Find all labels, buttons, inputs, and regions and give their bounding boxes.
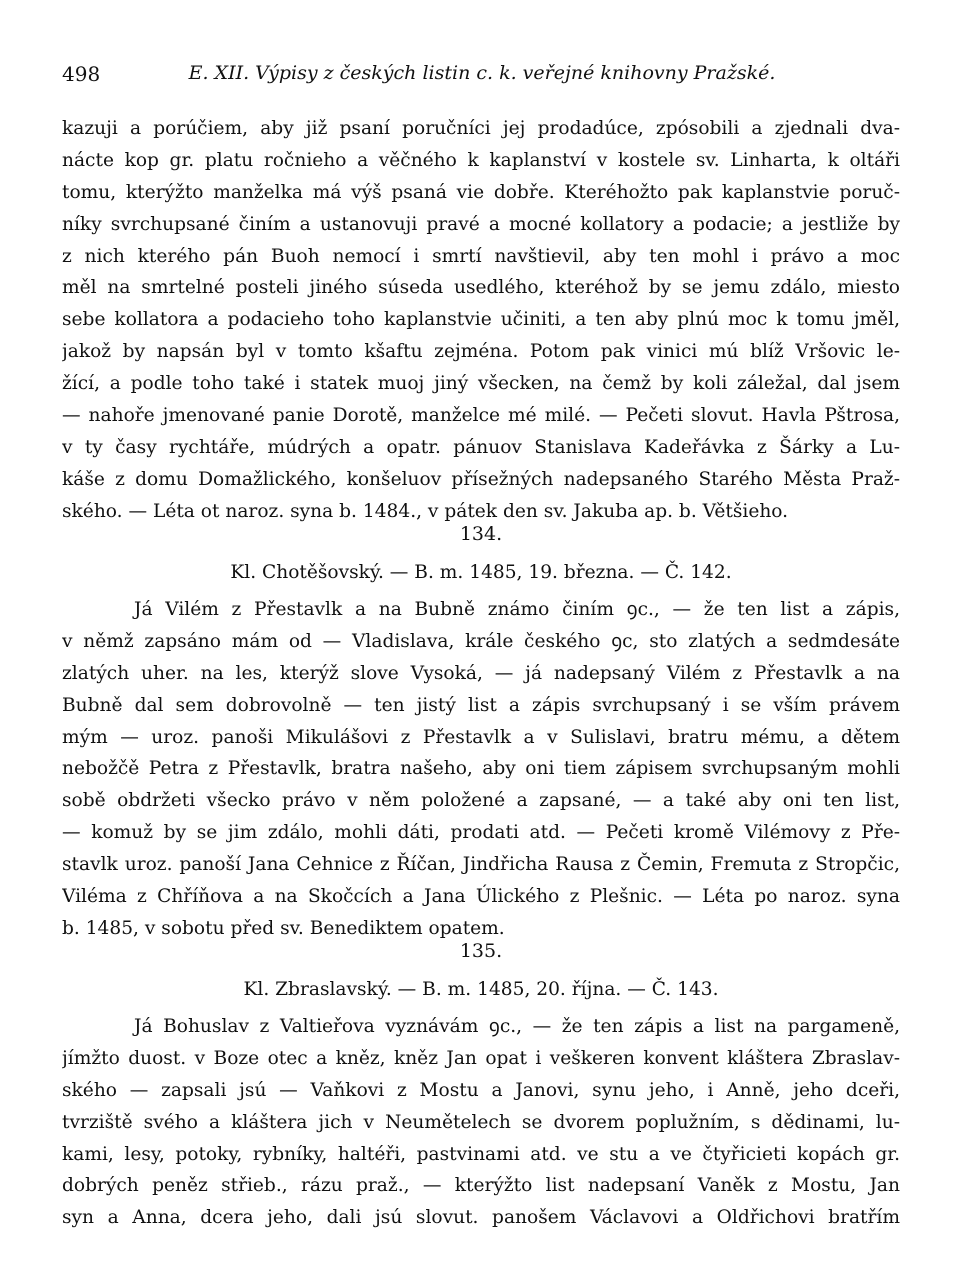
section-heading-134: Kl. Chotěšovský. — B. m. 1485, 19. března. — Č. 142. — [230, 562, 732, 583]
text-line: kazuji a porúčiem, aby již psaní poručníci jej prodadúce, zpósobili a zjednali dva- — [62, 118, 900, 139]
text-line: káše z domu Domažlického, konšeluov přísežných nadepsaného Starého Města Praž- — [62, 468, 900, 490]
text-line: nebožčě Petra z Přestavlk, bratra našeho, aby oni tiem zápisem svrchupsaným mohli — [62, 758, 900, 780]
intro-paragraph — [62, 113, 900, 528]
text-line: jakož by napsán byl v tomto kšaftu zejména. Potom pak vinici mú blíž Vršovic le- — [62, 341, 900, 363]
page-number: 498 — [62, 62, 101, 86]
text-line: z nich kterého pán Buoh nemocí i smrtí navštievil, aby ten mohl i právo a moc — [62, 245, 900, 267]
text-line: níky svrchupsané činím a ustanovuji pravé a mocné kollatory a podacie; a jestliže by — [62, 213, 900, 235]
text-line: sebe kollatora a podacieho toho kaplanstvie učiniti, a ten aby plnú moc k tomu jměl, — [62, 309, 900, 331]
text-line: zlatých uher. na les, kterýž slove Vysoká, — já nadepsaný Vilém z Přestavlk a na — [62, 662, 900, 684]
page-header — [62, 62, 902, 92]
section-134-text — [62, 594, 900, 945]
text-line: kami, lesy, potoky, rybníky, haltéři, pastvinami atd. ve stu a ve čtyřicieti kopách gr. — [62, 1143, 900, 1165]
text-line: — komuž by se jim zdálo, mohli dáti, prodati atd. — Pečeti kromě Vilémovy z Pře- — [62, 822, 900, 844]
text-line: mým — uroz. panoši Mikulášovi z Přestavlk a v Sulislavi, bratru mému, a dětem — [62, 726, 900, 748]
text-line: Bubně dal sem dobrovolně — ten jistý list a zápis svrchupsaný i se vším právem — [62, 694, 900, 716]
text-line: Já Vilém z Přestavlk a na Bubně známo činím ꝯc., — že ten list a zápis, — [134, 599, 900, 620]
section-heading-135: Kl. Zbraslavský. — B. m. 1485, 20. října. — Č. 143. — [243, 979, 719, 1000]
text-line: Já Bohuslav z Valtieřova vyznávám ꝯc., — že ten zápis a list na pargameně, — [134, 1016, 900, 1037]
text-line: v němž zapsáno mám od — Vladislava, krále českého ꝯc, sto zlatých a sedmdesáte — [62, 630, 900, 652]
text-line: sobě obdržeti všecko právo v něm položené a zapsané, — a také aby oni ten list, — [62, 790, 900, 812]
text-line: v ty časy rychtáře, múdrých a opatr. pánuov Stanislava Kadeřávka z Šárky a Lu- — [62, 436, 900, 458]
running-title: E. XII. Výpisy z českých listin c. k. veřejné knihovny Pražské. — [188, 62, 776, 84]
text-line: jímžto duost. v Boze otec a kněz, kněz Jan opat i veškeren konvent kláštera Zbraslav- — [62, 1047, 900, 1069]
text-line: syn a Anna, dcera jeho, dali jsú slovut. panošem Václavovi a Oldřichovi bratřím — [62, 1207, 900, 1229]
text-line: — nahoře jmenované panie Dorotě, manželce mé milé. — Pečeti slovut. Havla Pštrosa, — [62, 405, 900, 427]
text-line: dobrých peněz střieb., rázu praž., — kterýžto list nadepsaní Vaněk z Mostu, Jan — [62, 1175, 900, 1197]
text-line: Viléma z Chříňova a na Skočcích a Jana Úlického z Plešnic. — Léta po naroz. syna — [62, 886, 900, 908]
text-line: tvrziště svého a kláštera jich v Neumětelech se dvorem poplužním, s dědinami, lu- — [62, 1111, 900, 1133]
text-line: b. 1485, v sobotu před sv. Benediktem opatem. — [62, 917, 505, 939]
text-line: žící, a podle toho také i statek muoj jiný všecken, na čemž by koli záležal, dal jsem — [62, 373, 900, 395]
section-number-134: 134. — [459, 523, 503, 545]
text-line: nácte kop gr. platu ročnieho a věčného k kaplanství v kostele sv. Linharta, k oltáři — [62, 149, 900, 171]
section-135-text — [62, 1011, 900, 1234]
text-line: stavlk uroz. panoší Jana Cehnice z Říčan, Jindřicha Rausa z Čemin, Fremuta z Stropčic, — [62, 854, 900, 876]
section-number-135: 135. — [459, 940, 503, 962]
text-line: ského. — Léta ot naroz. syna b. 1484., v pátek den sv. Jakuba ap. b. Většieho. — [62, 500, 789, 522]
text-line: tomu, kterýžto manželka má výš psaná vie dobře. Kteréhožto pak kaplanstvie poruč- — [62, 181, 900, 203]
text-line: měl na smrtelné posteli jiného súseda usedlého, kteréhož by se jemu zdálo, miesto — [62, 277, 900, 299]
text-line: ského — zapsali jsú — Vaňkovi z Mostu a Janovi, synu jeho, i Anně, jeho dceři, — [62, 1079, 900, 1101]
